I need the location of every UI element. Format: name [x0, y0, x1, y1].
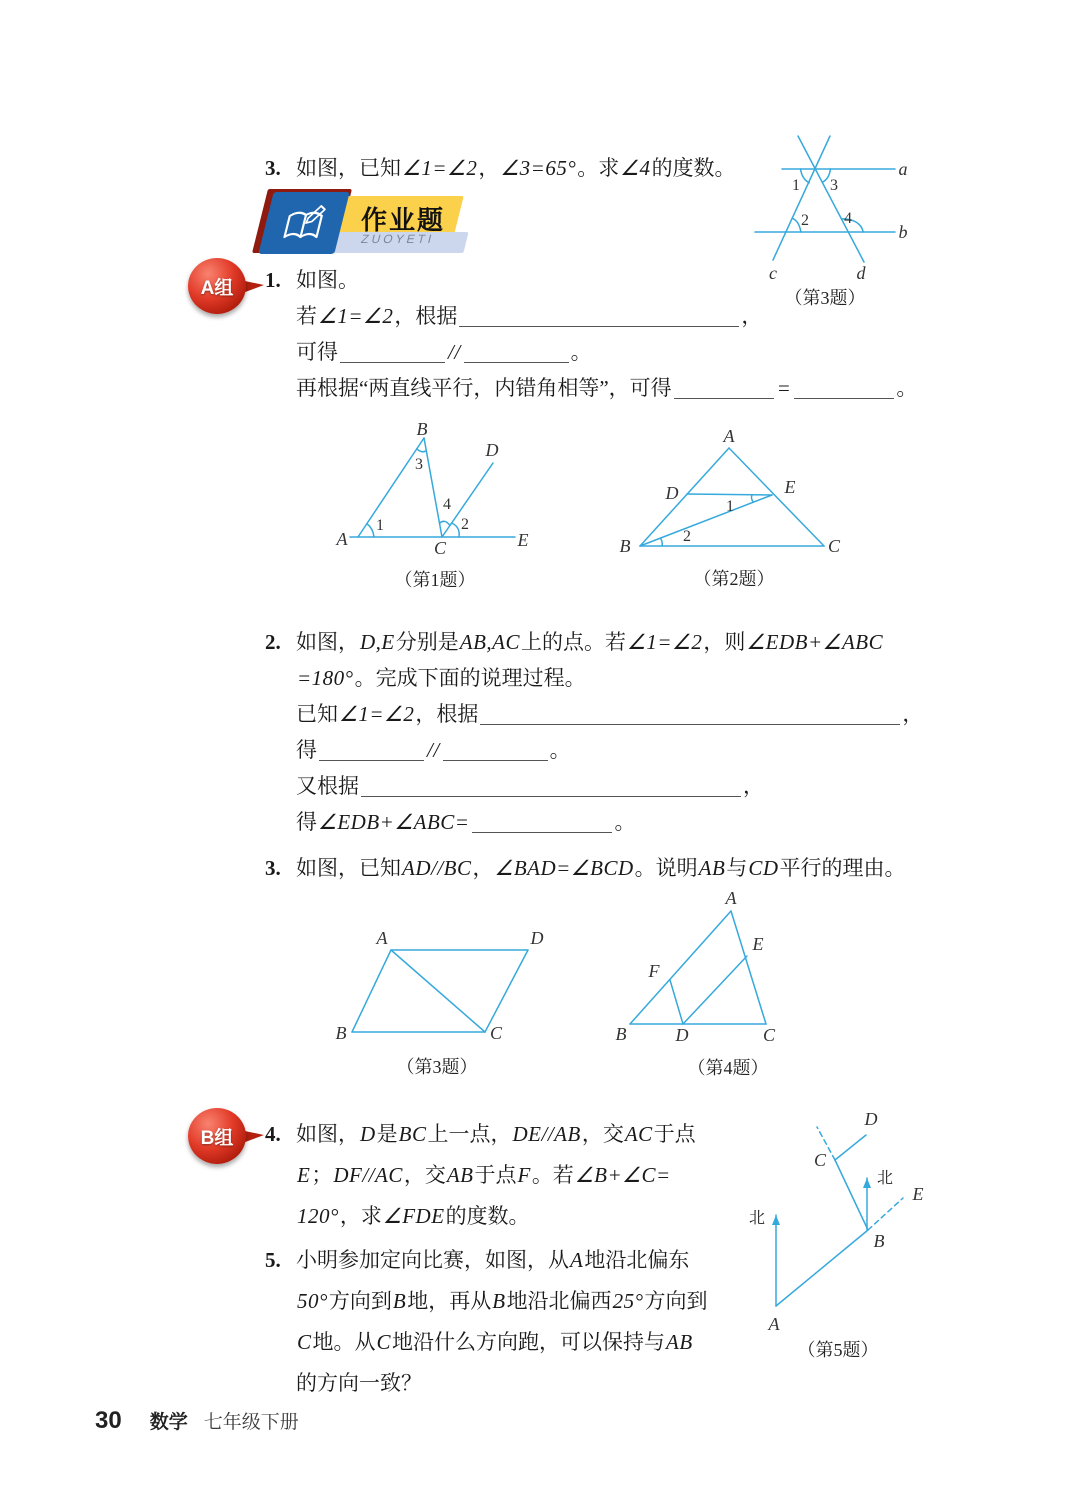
figure-label: C [827, 536, 841, 556]
text-segment: ∠BAD=∠BCD [494, 856, 634, 880]
figure-line [687, 494, 772, 495]
figure-label: C [813, 1150, 827, 1170]
figure-label: D [665, 483, 679, 503]
text-segment: ∠3=65° [500, 156, 577, 180]
text-segment: ， [743, 774, 764, 798]
problem-text [296, 702, 923, 726]
text-segment: C [376, 1330, 392, 1354]
problem-text [296, 1204, 530, 1228]
text-segment: 如图。 [296, 268, 359, 292]
angle-arc [792, 218, 801, 232]
text-segment: = [776, 376, 792, 400]
text-segment: 与 [726, 856, 748, 880]
figure-line [424, 438, 442, 537]
text-segment: 如图， [296, 630, 359, 654]
text-segment: ，则 [703, 630, 746, 654]
text-segment: 50° [297, 1289, 328, 1313]
figure-q5 [733, 1103, 993, 1368]
figure-caption: （第1题） [394, 570, 476, 590]
text-segment: 的方向一致？ [296, 1371, 422, 1395]
text-segment: 。若 [531, 1163, 574, 1187]
figure-line [683, 956, 747, 1024]
figure-line [773, 136, 830, 260]
figure-line [835, 1135, 866, 1160]
text-segment: D [360, 1122, 376, 1146]
figure-q2 [612, 428, 857, 596]
text-segment: 于点 [653, 1122, 696, 1146]
text-segment: 地沿什么方向跑，可以保持与 [392, 1330, 666, 1354]
text-segment: AB,AC [459, 630, 520, 654]
figure-label: 北 [876, 1170, 894, 1187]
figure-label: B [873, 1231, 885, 1251]
figure-label: 2 [683, 528, 691, 545]
problem-text [296, 856, 906, 880]
problem-number: 5. [265, 1248, 281, 1272]
answer-blank [472, 810, 612, 833]
figure-caption: （第2题） [693, 569, 775, 589]
text-segment: 分别是 [395, 630, 459, 654]
text-segment: 地。从 [312, 1330, 376, 1354]
text-segment: 平行的理由。 [779, 856, 906, 880]
figure-label: A [723, 426, 735, 446]
book-pencil-icon [275, 201, 334, 245]
answer-blank [480, 702, 900, 725]
text-segment: ∠B+∠C= [574, 1163, 671, 1187]
group-a-badge [188, 258, 250, 316]
problem-line [265, 732, 923, 768]
figure-label: 2 [461, 516, 469, 533]
text-segment: C [297, 1330, 312, 1354]
text-segment: 地沿北偏西 [506, 1289, 612, 1313]
text-segment: AB [666, 1330, 693, 1354]
answer-blank [674, 376, 774, 399]
section-title: 作业题 [361, 205, 446, 235]
figure-label: D [675, 1025, 689, 1045]
answer-blank [340, 340, 445, 363]
text-segment: AB [698, 856, 726, 880]
text-segment: AD//BC [402, 856, 472, 880]
figure-line [358, 438, 424, 537]
text-segment: 方向到 [644, 1289, 708, 1313]
figure-label: 1 [376, 517, 384, 534]
problem-line [265, 624, 923, 660]
figure-caption: （第5题） [797, 1340, 879, 1360]
figure-label: C [433, 538, 447, 558]
problem-text [296, 304, 762, 328]
answer-blank [464, 340, 569, 363]
text-segment: 。求 [577, 156, 620, 180]
text-segment: 地，再从 [407, 1289, 492, 1313]
problem-5 [265, 1240, 707, 1404]
figure-label: A [768, 1314, 780, 1334]
figure-label: b [898, 222, 908, 242]
answer-blank [459, 304, 739, 327]
text-segment: B [492, 1289, 506, 1313]
text-segment: 又根据 [296, 774, 359, 798]
problem-number: 2. [265, 630, 281, 654]
text-segment: =180° [297, 666, 354, 690]
group-b-badge [188, 1108, 250, 1166]
text-segment: ，交 [403, 1163, 446, 1187]
problem-text [296, 630, 884, 654]
text-segment: 得 [296, 738, 317, 762]
problem-3-intro [265, 150, 736, 186]
problem-text [296, 666, 586, 690]
answer-blank [319, 738, 424, 761]
text-segment: // [427, 738, 440, 762]
text-segment: ； [311, 1163, 333, 1187]
answer-blank [794, 376, 894, 399]
problem-text [296, 340, 592, 364]
text-segment: CD [748, 856, 779, 880]
angle-arc [440, 521, 450, 525]
problem-text [296, 1330, 694, 1354]
problem-2 [265, 624, 923, 840]
text-segment: ， [741, 304, 763, 328]
angle-arc [417, 449, 427, 452]
problem-text [296, 1289, 707, 1313]
text-segment: ∠1=∠2 [402, 156, 478, 180]
figure-label: E [784, 477, 796, 497]
page-number: 30 [95, 1407, 122, 1434]
text-segment: A [570, 1248, 584, 1272]
text-segment: 。完成下面的说理过程。 [354, 666, 586, 690]
text-segment: 。 [570, 340, 592, 364]
text-segment: ，根据 [394, 304, 458, 328]
figure-label: d [856, 263, 866, 283]
problem-4 [265, 1114, 696, 1237]
angle-arc [661, 538, 663, 546]
text-segment: ∠EDB+∠ABC= [318, 810, 470, 834]
text-segment: 上一点， [427, 1122, 512, 1146]
angle-arc [751, 495, 753, 502]
page-footer [95, 1407, 299, 1435]
text-segment: 可得 [296, 340, 338, 364]
problem-text [296, 1371, 422, 1395]
figure-caption: （第3题） [396, 1057, 478, 1077]
figure-label: D [530, 928, 544, 948]
problem-line [265, 150, 736, 186]
problem-number: 4. [265, 1122, 281, 1146]
homework-section-header [266, 192, 476, 258]
badge-label: B组 [188, 1108, 246, 1164]
figure-caption: （第4题） [687, 1058, 769, 1078]
figure-q3 [330, 928, 560, 1082]
problem-text [296, 1163, 672, 1187]
problem-3 [265, 850, 906, 886]
problem-text [296, 156, 736, 180]
problem-line [265, 1114, 696, 1155]
figure-label: C [762, 1025, 776, 1045]
problem-line [265, 1281, 707, 1322]
problem-text [296, 376, 917, 400]
text-segment: 如图，已知 [296, 156, 401, 180]
problem-text [296, 1122, 696, 1146]
figure-label: B [416, 419, 428, 439]
figure-line [835, 1160, 868, 1230]
problem-line [265, 1196, 696, 1237]
figure-line [670, 980, 683, 1024]
figure-q4 [608, 888, 793, 1083]
problem-text [296, 738, 571, 762]
figure-label: C [489, 1023, 503, 1043]
figure-q1 [330, 419, 545, 597]
text-segment: 于点 [474, 1163, 517, 1187]
figure-label: D [864, 1109, 878, 1129]
figure-label: B [615, 1024, 627, 1044]
text-segment: ∠1=∠2 [627, 630, 703, 654]
problem-number: 3. [265, 856, 281, 880]
figure-label: E [752, 934, 764, 954]
header-pinyin-strip: ZUOYETI [325, 232, 468, 253]
text-segment: 的度数。 [651, 156, 736, 180]
figure-label: A [336, 529, 348, 549]
answer-blank [361, 774, 741, 797]
figure-line [798, 136, 864, 262]
text-segment: AB [446, 1163, 474, 1187]
text-segment: F [517, 1163, 531, 1187]
problem-line [265, 262, 917, 298]
text-segment: ， [902, 702, 924, 726]
angle-arc [801, 169, 810, 183]
problem-line [265, 768, 923, 804]
problem-line [265, 1363, 707, 1404]
problem-line [265, 850, 906, 886]
text-segment: DE//AB [512, 1122, 581, 1146]
text-segment: 的度数。 [445, 1204, 530, 1228]
figure-label: 1 [792, 177, 800, 194]
text-segment: // [448, 340, 461, 364]
text-segment: ，求 [339, 1204, 382, 1228]
figure-label: 3 [830, 177, 838, 194]
figure-line [729, 448, 824, 546]
text-segment: ，根据 [415, 702, 479, 726]
figure-label: a [898, 159, 908, 179]
figure-label: 3 [415, 456, 423, 473]
figure-label: 4 [844, 210, 852, 227]
problem-line [265, 370, 917, 406]
text-segment: 得 [296, 810, 317, 834]
text-segment: 120° [297, 1204, 339, 1228]
text-segment: DF//AC [333, 1163, 403, 1187]
text-segment: 上的点。若 [521, 630, 626, 654]
figure-line [352, 950, 391, 1032]
text-segment: ，交 [581, 1122, 624, 1146]
text-segment: ∠4 [620, 156, 651, 180]
problem-line [265, 804, 923, 840]
figure-label: c [769, 263, 777, 283]
problem-line [265, 1322, 707, 1363]
figure-label: A [725, 888, 737, 908]
problem-number: 1. [265, 268, 281, 292]
text-segment: B [392, 1289, 407, 1313]
text-segment: 。说明 [634, 856, 698, 880]
figure-label: 北 [748, 1210, 766, 1227]
figure-label: 4 [443, 496, 451, 513]
text-segment: ∠FDE [382, 1204, 445, 1228]
text-segment: 。 [549, 738, 571, 762]
angle-arc [452, 523, 460, 537]
problem-line [265, 334, 917, 370]
figure-label: 2 [801, 212, 809, 229]
text-segment: AC [624, 1122, 653, 1146]
text-segment: 小明参加定向比赛，如图，从 [296, 1248, 569, 1272]
problem-number: 3. [265, 156, 281, 180]
text-segment: 再根据“两直线平行，内错角相等”，可得 [296, 376, 672, 400]
text-segment: 。 [614, 810, 636, 834]
text-segment: ∠1=∠2 [339, 702, 415, 726]
header-blue-panel [258, 192, 349, 254]
problem-text [296, 1248, 689, 1272]
problem-line [265, 1155, 696, 1196]
figure-label: B [335, 1023, 347, 1043]
text-segment: 。 [896, 376, 918, 400]
figure-label: E [912, 1184, 924, 1204]
figure-line [485, 950, 528, 1032]
problem-text [296, 810, 635, 834]
text-segment: 是 [376, 1122, 398, 1146]
figure-line [391, 950, 485, 1032]
text-segment: 方向到 [328, 1289, 392, 1313]
problem-line [265, 660, 923, 696]
figure-label: D [485, 440, 499, 460]
figure-dashed-line [868, 1198, 903, 1230]
text-segment: 地沿北偏东 [584, 1248, 690, 1272]
arrowhead-icon [863, 1178, 871, 1188]
text-segment: 已知 [296, 702, 338, 726]
problem-text [296, 268, 359, 292]
text-segment: D,E [360, 630, 395, 654]
arrowhead-icon [772, 1215, 780, 1225]
badge-label: A组 [188, 258, 246, 314]
text-segment: ∠EDB+∠ABC [746, 630, 884, 654]
figure-label: 1 [726, 498, 734, 515]
text-segment: BC [398, 1122, 427, 1146]
text-segment: E [297, 1163, 311, 1187]
text-segment: 如图，已知 [296, 856, 401, 880]
problem-line [265, 696, 923, 732]
angle-arc [367, 524, 374, 537]
text-segment: 若 [296, 304, 317, 328]
text-segment: ， [478, 156, 500, 180]
footer-volume: 七年级下册 [203, 1412, 299, 1433]
figure-line [630, 911, 731, 1024]
problem-1 [265, 262, 917, 406]
figure-label: B [619, 536, 631, 556]
text-segment: 25° [612, 1289, 644, 1313]
text-segment: ∠1=∠2 [318, 304, 394, 328]
problem-line [265, 298, 917, 334]
figure-line [776, 1230, 868, 1306]
answer-blank [443, 738, 548, 761]
footer-subject: 数学 [149, 1412, 188, 1433]
text-segment: ， [472, 856, 494, 880]
problem-line [265, 1240, 707, 1281]
figure-label: A [376, 928, 388, 948]
figure-caption: （第3题） [784, 288, 866, 308]
figure-label: F [648, 961, 660, 981]
figure-label: E [517, 530, 529, 550]
text-segment: 如图， [296, 1122, 359, 1146]
problem-text [296, 774, 764, 798]
